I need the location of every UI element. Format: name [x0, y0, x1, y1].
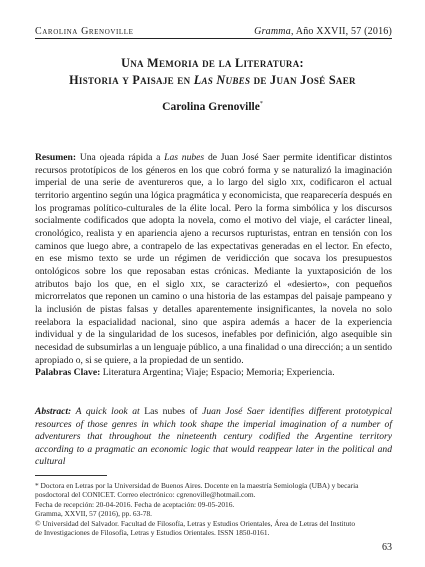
abstract-english — [35, 406, 392, 469]
abstract-text: A quick look at — [71, 406, 145, 417]
page-number: 63 — [382, 542, 392, 553]
abstract-text: nubes of — [158, 406, 203, 417]
footnote-line: Fecha de recepción: 20-04-2016. Fecha de aceptación: 09-05-2016. — [35, 499, 235, 509]
footnote-line: de Investigaciones de Filosofía, Letras y Estudios Orientales. ISSN 1850-0161. — [35, 528, 270, 538]
abstract-text: , se caracterizó el «desierto», con pequeños microrrelatos que reponen un camino o una historia de las estampas del paisaje pampeano y la inclusión de pistas falsas y detalles aparentemente insignificantes, la novela no solo reelabora la espacialidad nacional, sino que aspira además a hacer de la experiencia individual y de la singularidad de los sucesos, inefables por definición, algo asequible sin necesidad de subsumirlas a un lenguaje público, a una finalidad o una dirección; a un sentido apropiado o, si se quiere, a la propiedad de un sentido. — [35, 278, 392, 366]
journal-issue: , Año XXVII, 57 (2016) — [290, 26, 392, 37]
journal-name: Gramma — [254, 26, 291, 37]
footnote-line: * Doctora en Letras por la Universidad de Buenos Aires. Docente en la maestría Semiología (UBA) y becaria — [35, 481, 359, 490]
author-name-text: Carolina Grenoville — [162, 101, 260, 113]
abstract-english-label: Abstract: — [35, 406, 72, 417]
footnotes — [35, 481, 392, 537]
title-line-2-work: Las Nubes — [193, 73, 251, 87]
abstract-text: Una ojeada rápida a — [76, 152, 165, 163]
author-footnote-mark: * — [259, 101, 263, 108]
title-line-1: Una Memoria de la Literatura: — [121, 56, 304, 70]
running-head — [35, 26, 392, 37]
abstract-text: , codificaron el actual territorio argentino según una lógica pragmática y economicista, que reaparecería después en los programas político-culturales de la élite local. Pero la forma simbólica y los discursos socialmente codificados que adopta la novela, como el motivo del viaje, el carácter lineal, cronológico, realista y en apariencia ajeno a recursos rupturistas, entran en tensión con los caminos que luego abre, a contrapelo de las expectativas generadas en el lector. En efecto, en ese mismo texto se urde un régimen de veridicción que socava los presupuestos ontológicos sobre los que reposaban estas crónicas. Mediante la yuxtaposición de los atributos bajo los que, en el siglo — [35, 177, 392, 290]
footnote-line: posdoctoral del CONICET. Correo electrónico: cgrenoville@hotmail.com. — [35, 490, 256, 500]
article-title — [30, 55, 395, 89]
footnote-line: © Universidad del Salvador. Facultad de Filosofía, Letras y Estudios Orientales, Área de Letras del Instituto — [35, 518, 356, 528]
abstract-english-paragraph — [35, 406, 392, 469]
abstract-text: identifies different prototypical resources of those genres in which took shape the imperial imagination of a number of adventurers that throughout the nineteenth century codified the Argentine territory according to a pragmatic an economic logic that would reappear later in the political and cultural — [35, 406, 392, 468]
author-reference: Juan José Saer — [202, 406, 265, 417]
footnote-rule — [35, 475, 107, 476]
keywords — [35, 367, 392, 380]
running-head-journal — [254, 26, 392, 37]
abstract-spanish-paragraph — [35, 152, 392, 367]
abstract-spanish — [35, 152, 392, 380]
abstract-spanish-label: Resumen: — [35, 152, 77, 163]
work-title: Las nubes — [164, 152, 205, 163]
title-line-2-after: de Juan José Saer — [250, 73, 356, 87]
abstract-text: de Juan José Saer permite identificar distintos recursos prototípicos de los géneros en los que cobró forma y se naturalizó la imaginación imperial de una serie de aventureros que, a lo largo del siglo — [35, 152, 392, 189]
work-title-part: Las — [144, 406, 159, 417]
keywords-label: Palabras Clave: — [35, 367, 101, 379]
author-name — [0, 101, 425, 113]
century-numeral: xix — [190, 278, 203, 290]
century-numeral: xix — [290, 177, 304, 189]
keywords-list: Literatura Argentina; Viaje; Espacio; Memoria; Experiencia. — [100, 367, 335, 379]
footnote-line: Gramma, XXVII, 57 (2016), pp. 63-78. — [35, 509, 152, 519]
running-head-author: Carolina Grenoville — [35, 26, 134, 37]
title-line-2 — [30, 72, 395, 89]
title-line-2-before: Historia y Paisaje en — [69, 73, 194, 87]
header-rule — [35, 38, 392, 39]
